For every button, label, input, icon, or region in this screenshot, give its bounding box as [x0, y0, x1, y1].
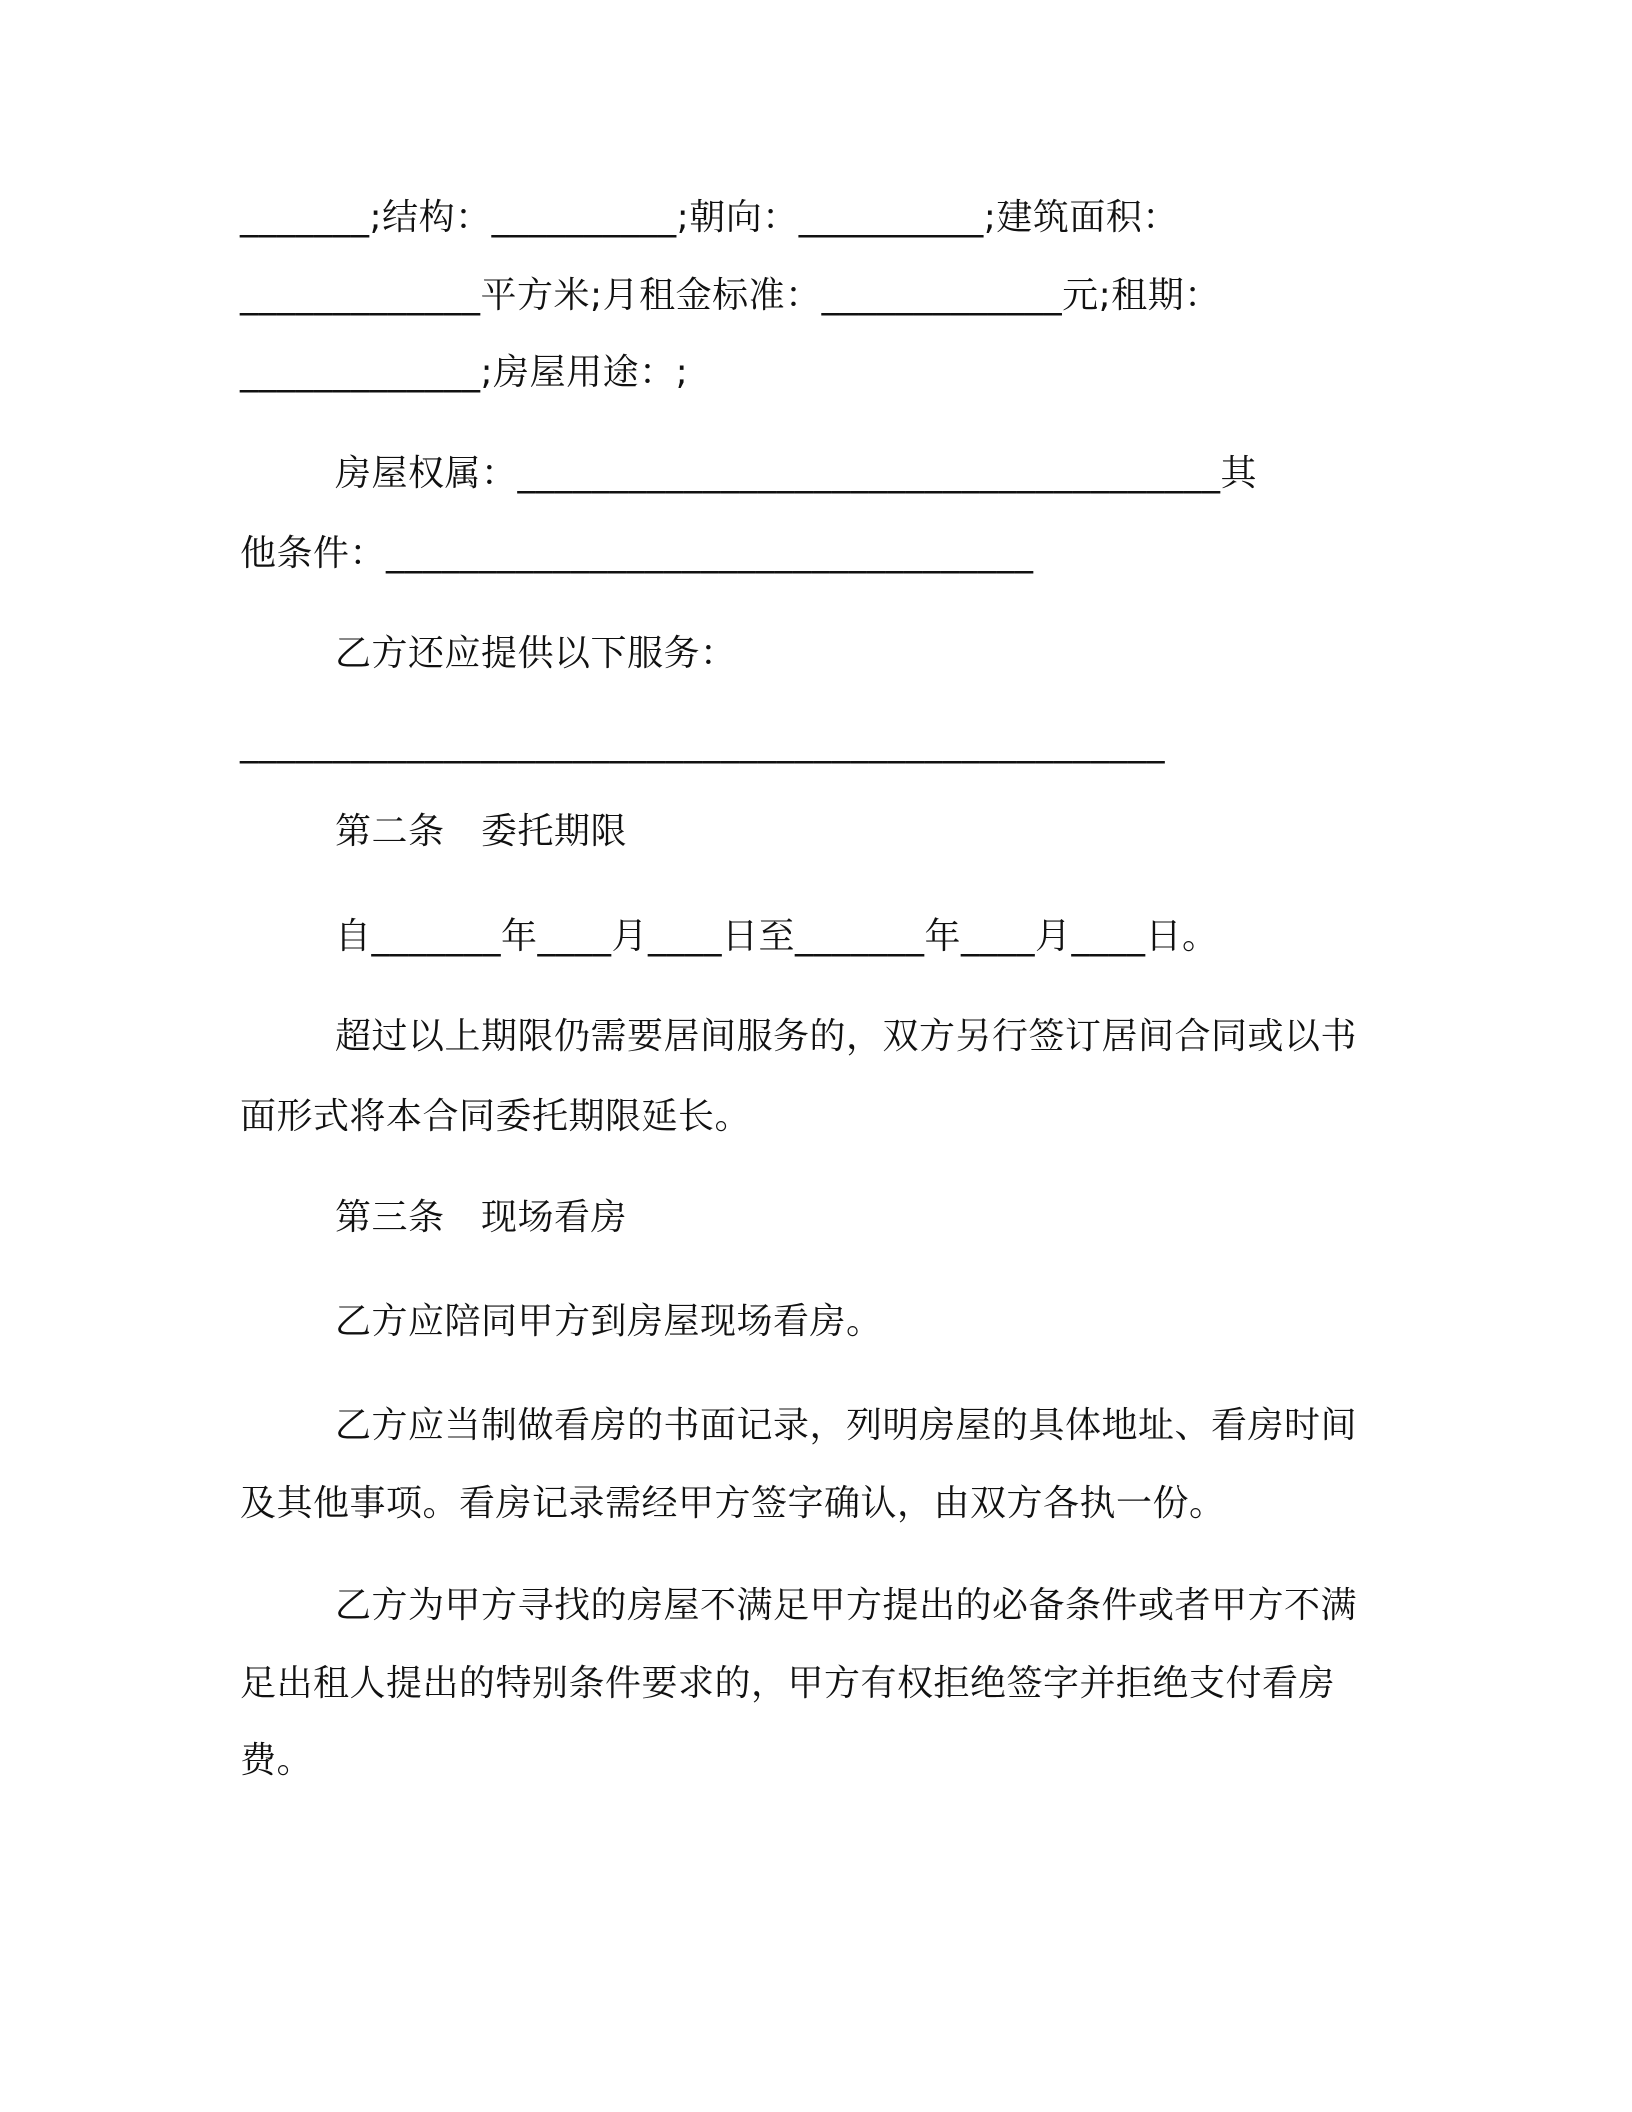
ownership-line: 房屋权属：______________________________________其	[335, 453, 1258, 494]
refusal-paragraph-line-3: 费。	[240, 1740, 314, 1781]
extension-paragraph-line-1: 超过以上期限仍需要居间服务的，双方另行签订居间合同或以书	[335, 1016, 1358, 1057]
record-paragraph-line-1: 乙方应当制做看房的书面记录，列明房屋的具体地址、看房时间	[335, 1405, 1358, 1446]
record-paragraph-line-2: 及其他事项。看房记录需经甲方签字确认，由双方各执一份。	[240, 1483, 1226, 1524]
article-two-heading: 第二条 委托期限	[335, 811, 628, 852]
property-details-line-2: _____________平方米;月租金标准：_____________元;租期：	[240, 275, 1221, 316]
refusal-paragraph-line-1: 乙方为甲方寻找的房屋不满足甲方提出的必备条件或者甲方不满	[335, 1585, 1358, 1626]
viewing-paragraph: 乙方应陪同甲方到房屋现场看房。	[335, 1301, 883, 1342]
entrustment-period-line: 自_______年____月____日至_______年____月____日。	[335, 916, 1219, 957]
article-three-heading: 第三条 现场看房	[335, 1197, 628, 1238]
other-conditions-line: 他条件：___________________________________	[240, 533, 1034, 574]
extension-paragraph-line-2: 面形式将本合同委托期限延长。	[240, 1096, 752, 1137]
services-heading: 乙方还应提供以下服务：	[335, 633, 737, 674]
services-blank-line: __________________________________________________	[240, 723, 1165, 764]
property-details-line-3: _____________;房屋用途：;	[240, 352, 689, 393]
refusal-paragraph-line-2: 足出租人提出的特别条件要求的，甲方有权拒绝签字并拒绝支付看房	[240, 1663, 1336, 1704]
property-details-line-1: _______;结构：__________;朝向：__________;建筑面积：	[240, 197, 1179, 238]
